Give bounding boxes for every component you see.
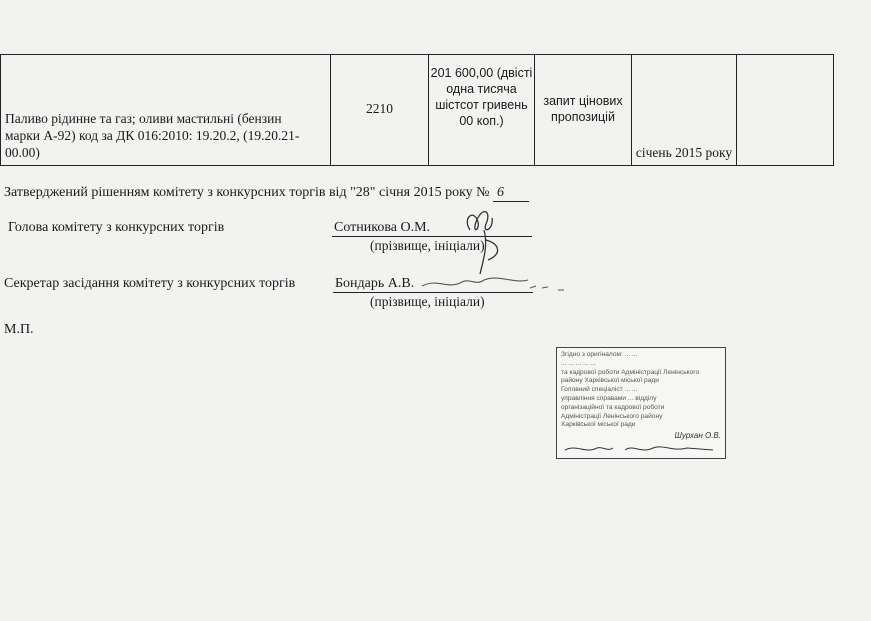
amount-cell — [429, 55, 535, 166]
item-name-cell — [1, 55, 331, 166]
procedure: запит цінових пропозицій — [543, 94, 623, 124]
procurement-table — [0, 54, 834, 166]
chair-name: Сотникова О.М. — [334, 220, 431, 235]
chair-name-hint: (прізвище, ініціали) — [370, 238, 485, 253]
date-cell — [632, 55, 737, 166]
chair-label: Голова комітету з конкурсних торгів — [8, 220, 225, 235]
item-name: Паливо рідинне та газ; оливи мастильні (бензин марки А-92) код за ДК 016:2010: 19.20.2, (19.20.21-00.00) — [5, 111, 300, 160]
approval-number: 6 — [493, 185, 529, 202]
stamp-line: ... ... ... ... ... — [561, 359, 596, 367]
stamp-line: організаційної та кадрової роботи — [561, 403, 665, 411]
stamp-line: управління справами ... відділу — [561, 394, 657, 402]
amount: 201 600,00 (двісті одна тисяча шістсот гривень 00 коп.) — [430, 66, 533, 128]
table-row — [1, 55, 834, 166]
kekv-code: 2210 — [366, 101, 393, 116]
stamp-line: Харківської міської ради — [561, 421, 636, 429]
approval-text: Затверджений рішенням комітету з конкурсних торгів від "28" січня 2015 року № — [4, 185, 490, 200]
planned-date: січень 2015 року — [635, 145, 733, 160]
seal-place-label: М.П. — [4, 322, 34, 337]
stamp-line: Адміністрації Ленінського району — [561, 412, 663, 420]
stamp-line: Головний спеціаліст ... ... — [561, 386, 638, 394]
stamp-signer: Шурхан О.В. — [674, 432, 721, 441]
secretary-name: Бондарь А.В. — [335, 276, 415, 291]
note-cell — [737, 55, 834, 166]
secretary-label: Секретар засідання комітету з конкурсних торгів — [4, 276, 296, 291]
stamp-signature-icon — [563, 442, 723, 456]
procedure-cell — [535, 55, 632, 166]
certification-stamp — [556, 347, 726, 459]
stamp-line: Згідно з оригіналом: ... ... — [561, 351, 638, 358]
kekv-code-cell — [331, 55, 429, 166]
secretary-signature-icon — [418, 268, 568, 298]
stamp-line: та кадрової роботи Адміністрації Ленінського — [561, 368, 700, 376]
stamp-line: району Харківської міської ради — [561, 377, 659, 385]
secretary-name-hint: (прізвище, ініціали) — [370, 294, 485, 309]
